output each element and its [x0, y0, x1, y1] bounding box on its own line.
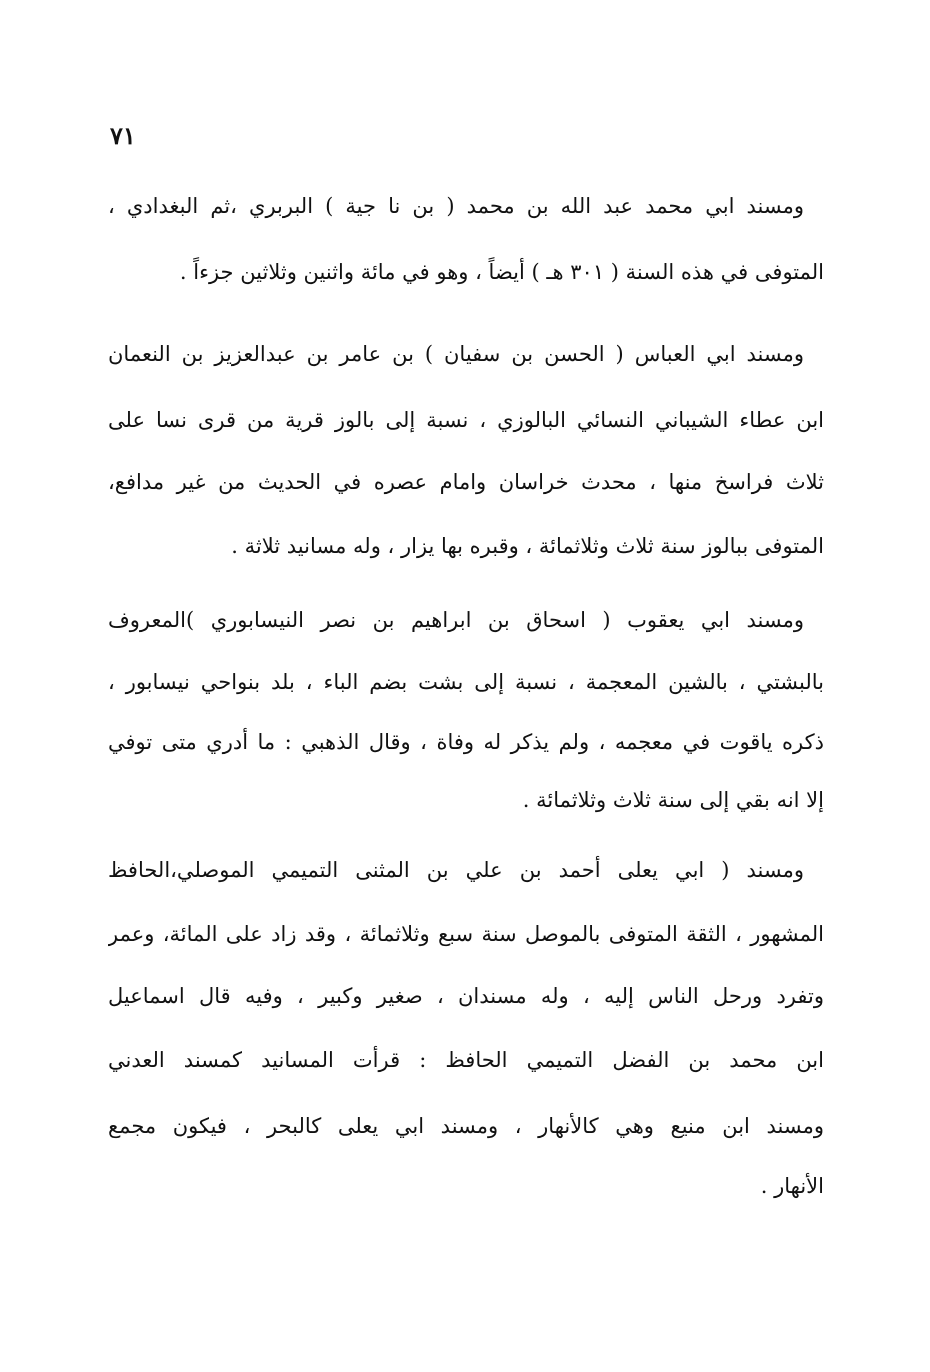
paragraph-3-line-1: ومسند ابي يعقوب ( اسحاق بن ابراهيم بن نصر النيسابوري )المعروف [108, 608, 804, 632]
paragraph-2-line-1: ومسند ابي العباس ( الحسن بن سفيان ) بن عامر بن عبدالعزيز بن النعمان [108, 342, 804, 366]
paragraph-3-line-2: بالبشتي ، بالشين المعجمة ، نسبة إلى بشت بضم الباء ، بلد بنواحي نيسابور ، [108, 670, 824, 694]
paragraph-3-line-3: ذكره ياقوت في معجمه ، ولم يذكر له وفاة ، وقال الذهبي : ما أدري متى توفي [108, 730, 824, 754]
paragraph-4-line-4: ابن محمد بن الفضل التميمي الحافظ : قرأت المسانيد كمسند العدني [108, 1048, 824, 1072]
page-number: ٧١ [110, 121, 136, 150]
paragraph-4-line-5: ومسند ابن منيع وهي كالأنهار ، ومسند ابي يعلى كالبحر ، فيكون مجمع [108, 1114, 824, 1138]
paragraph-1-line-2: المتوفى في هذه السنة ( ٣٠١ هـ ) أيضاً ، وهو في مائة واثنين وثلاثين جزءاً . [179, 260, 824, 284]
paragraph-4-line-1: ومسند ( ابي يعلى أحمد بن علي بن المثنى التميمي الموصلي،الحافظ [108, 858, 804, 882]
paragraph-1-line-1: ومسند ابي محمد عبد الله بن محمد ( بن نا جية ) البربري ،ثم البغدادي ، [108, 194, 804, 218]
paragraph-4-line-3: وتفرد ورحل الناس إليه ، وله مسندان ، صغير وكبير ، وفيه قال اسماعيل [108, 984, 824, 1008]
paragraph-3-line-4: إلا انه بقي إلى سنة ثلاث وثلاثمائة . [522, 788, 824, 812]
paragraph-4-line-6: الأنهار . [760, 1174, 824, 1198]
paragraph-2-line-2: ابن عطاء الشيباني النسائي البالوزي ، نسبة إلى بالوز قرية من قرى نسا على [108, 408, 824, 432]
paragraph-4-line-2: المشهور ، الثقة المتوفى بالموصل سنة سبع وثلاثمائة ، وقد زاد على المائة، وعمر [108, 922, 824, 946]
paragraph-2-line-3: ثلاث فراسخ منها ، محدث خراسان وامام عصره في الحديث من غير مدافع، [108, 470, 824, 494]
paragraph-2-line-4: المتوفى ببالوز سنة ثلاث وثلاثمائة ، وقبره بها يزار ، وله مسانيد ثلاثة . [231, 534, 824, 558]
